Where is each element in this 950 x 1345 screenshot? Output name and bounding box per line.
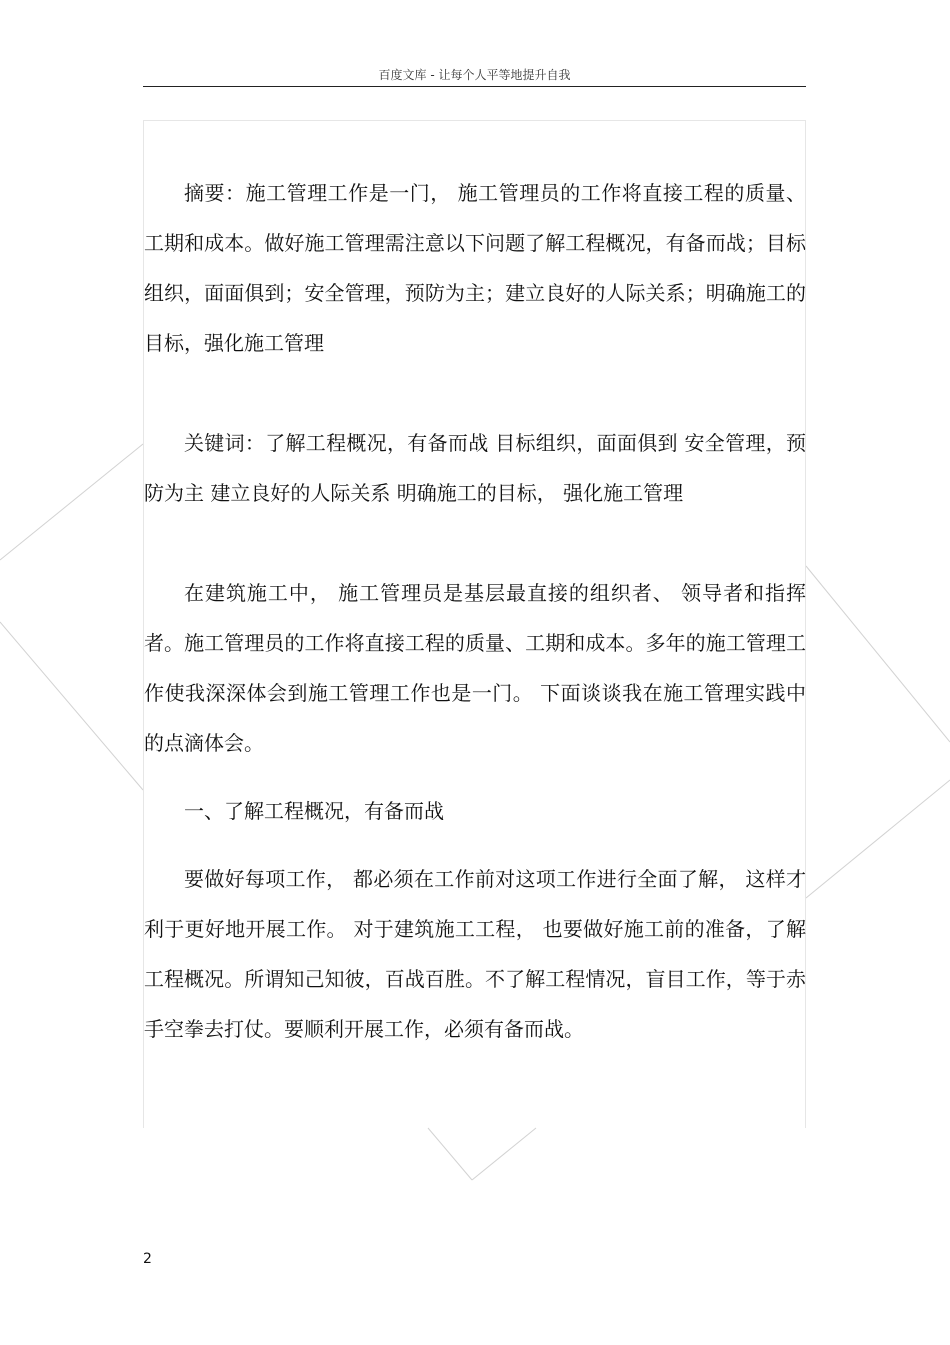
intro-paragraph: 在建筑施工中， 施工管理员是基层最直接的组织者、 领导者和指挥者。施工管理员的工作将直接工程的质量、工期和成本。多年的施工管理工作使我深深体会到施工管理工作也是一门。 下面谈谈我在施工管理实践中的点滴体会。 — [144, 581, 806, 755]
page-number: 2 — [143, 1251, 152, 1267]
header-divider — [143, 86, 806, 87]
section-heading: 一、了解工程概况，有备而战 — [184, 799, 444, 823]
keywords-paragraph: 关键词：了解工程概况，有备而战 目标组织，面面俱到 安全管理，预防为主 建立良好的人际关系 明确施工的目标， 强化施工管理 — [144, 431, 806, 505]
page-header: 百度文库 - 让每个人平等地提升自我 — [378, 68, 571, 82]
document-body — [144, 168, 806, 1054]
section-body-paragraph: 要做好每项工作， 都必须在工作前对这项工作进行全面了解， 这样才利于更好地开展工作。 对于建筑施工工程， 也要做好施工前的准备，了解工程概况。所谓知己知彼，百战百胜。不了解工程情况，盲目工作，等于赤手空拳去打仗。要顺利开展工作，必须有备而战。 — [144, 867, 806, 1041]
abstract-paragraph: 摘要：施工管理工作是一门， 施工管理员的工作将直接工程的质量、工期和成本。做好施工管理需注意以下问题了解工程概况，有备而战；目标组织，面面俱到；安全管理，预防为主；建立良好的人际关系；明确施工的目标，强化施工管理 — [144, 181, 806, 355]
